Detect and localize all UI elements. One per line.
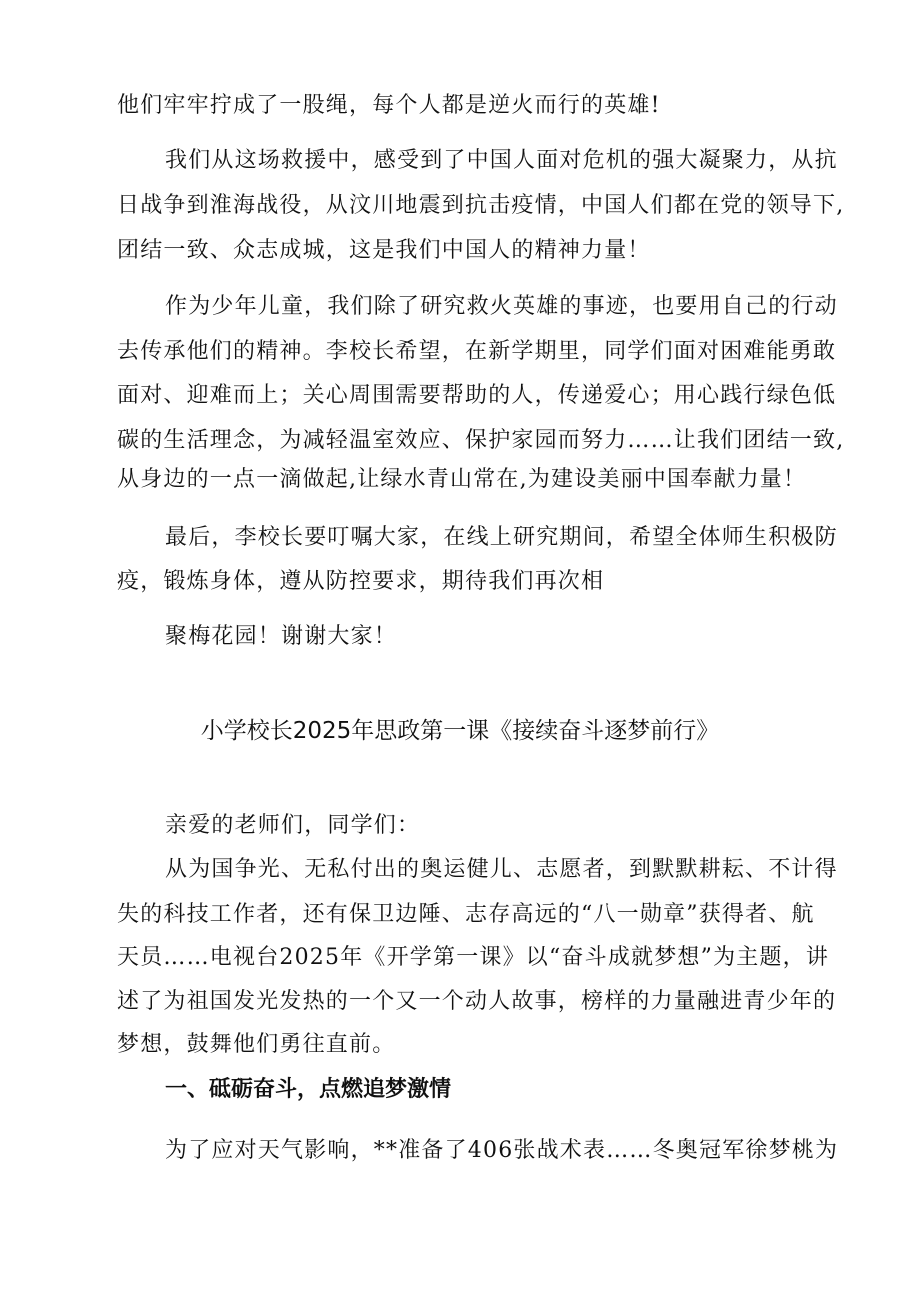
- paragraph-line: 日战争到淮海战役，从汶川地震到抗击疫情，中国人们都在党的领导下,: [117, 193, 845, 218]
- paragraph-line: 他们牢牢拧成了一股绳，每个人都是逆火而行的英雄!: [117, 93, 661, 118]
- paragraph-line: 梦想，鼓舞他们勇往直前。: [117, 1032, 396, 1057]
- paragraph-line: 我们从这场救援中，感受到了中国人面对危机的强大凝聚力，从抗: [165, 148, 838, 173]
- paragraph-line: 从为国争光、无私付出的奥运健儿、志愿者，到默默耕耘、不计得: [165, 857, 838, 882]
- paragraph-line: 为了应对天气影响，**准备了406张战术表……冬奥冠军徐梦桃为: [165, 1138, 839, 1163]
- paragraph-line: 团结一致、众志成城，这是我们中国人的精神力量！: [117, 238, 651, 263]
- section-heading: 一、砥砺奋斗，点燃追梦激情: [165, 1077, 452, 1102]
- paragraph-line: 失的科技工作者，还有保卫边陲、志存高远的“八一勋章”获得者、航: [117, 902, 815, 927]
- paragraph-line: 疫，锻炼身体，遵从防控要求，期待我们再次相: [117, 569, 605, 594]
- document-title: 小学校长2025年思政第一课《接续奋斗逐梦前行》: [200, 718, 720, 744]
- paragraph-line: 聚梅花园！谢谢大家！: [165, 624, 398, 649]
- paragraph-line: 最后，李校长要叮嘱大家，在线上研究期间，希望全体师生积极防: [165, 525, 838, 550]
- paragraph-line: 碳的生活理念，为减轻温室效应、保护家园而努力……让我们团结一致,: [117, 428, 845, 453]
- paragraph-line: 去传承他们的精神。李校长希望，在新学期里，同学们面对困难能勇敢: [117, 339, 837, 364]
- paragraph-line: 从身边的一点一滴做起,让绿水青山常在,为建设美丽中国奉献力量！: [117, 467, 807, 492]
- paragraph-line: 面对、迎难而上；关心周围需要帮助的人，传递爱心；用心践行绿色低: [117, 383, 837, 408]
- paragraph-line: 作为少年儿童，我们除了研究救火英雄的事迹，也要用自己的行动: [165, 294, 838, 319]
- paragraph-line: 述了为祖国发光发热的一个又一个动人故事，榜样的力量融进青少年的: [117, 989, 837, 1014]
- paragraph-line: 天员……电视台2025年《开学第一课》以“奋斗成就梦想”为主题，讲: [117, 945, 830, 970]
- salutation: 亲爱的老师们，同学们：: [165, 813, 421, 838]
